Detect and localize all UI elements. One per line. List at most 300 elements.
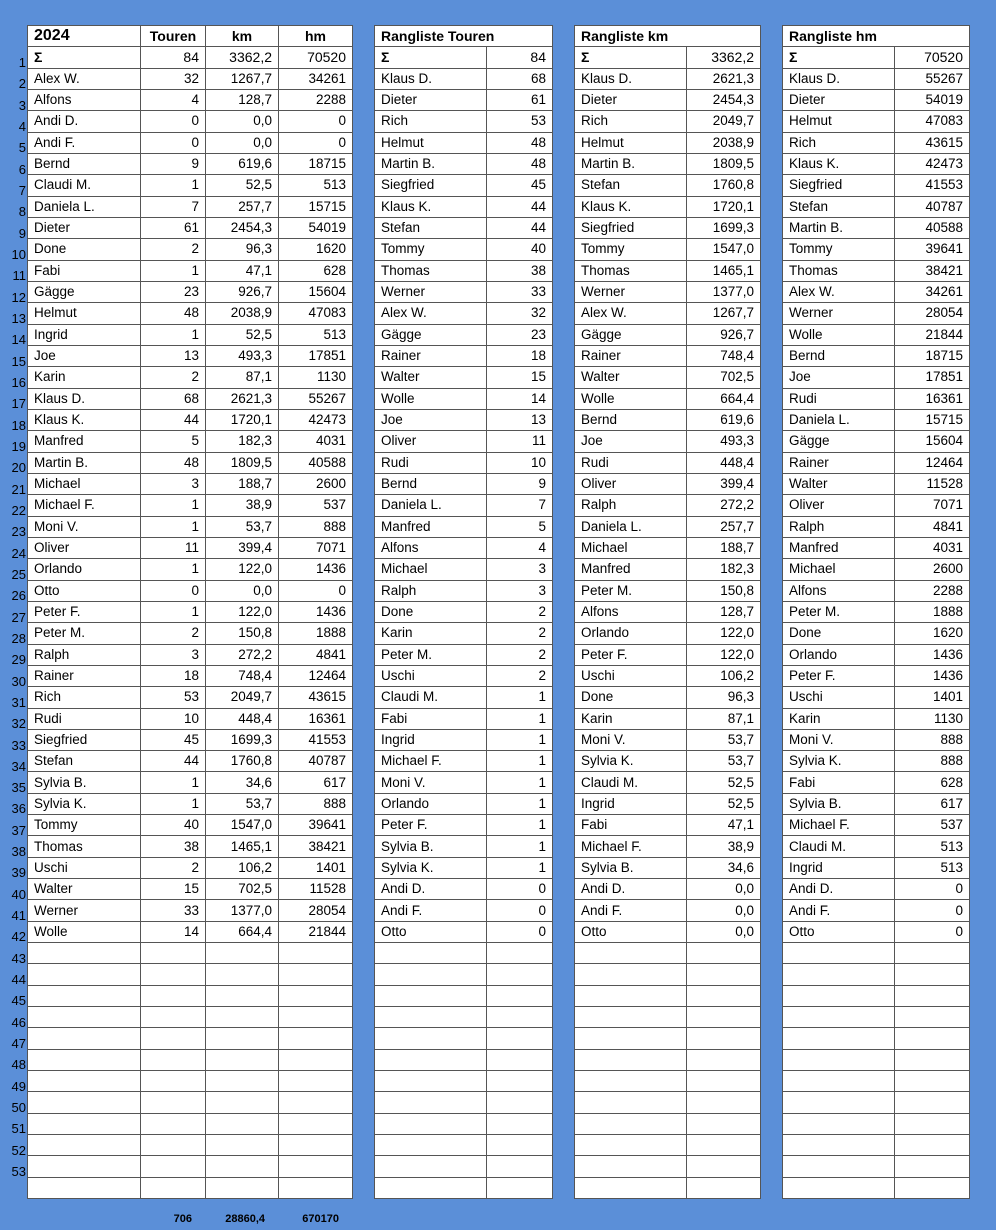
km-cell[interactable]: 34,6 bbox=[206, 772, 279, 793]
ranking-value-cell[interactable]: 1465,1 bbox=[687, 260, 761, 281]
hm-cell[interactable]: 4031 bbox=[279, 431, 353, 452]
ranking-value-cell[interactable]: 888 bbox=[895, 729, 970, 750]
hm-cell[interactable]: 0 bbox=[279, 580, 353, 601]
ranking-name-cell[interactable]: Andi D. bbox=[375, 879, 487, 900]
touren-cell[interactable] bbox=[141, 1049, 206, 1070]
ranking-name-cell[interactable]: Andi D. bbox=[575, 879, 687, 900]
ranking-name-cell[interactable] bbox=[375, 1071, 487, 1092]
name-cell[interactable]: Andi F. bbox=[28, 132, 141, 153]
ranking-name-cell[interactable]: Siegfried bbox=[375, 175, 487, 196]
ranking-value-cell[interactable] bbox=[487, 964, 553, 985]
ranking-name-cell[interactable]: Rainer bbox=[575, 345, 687, 366]
touren-cell[interactable] bbox=[141, 985, 206, 1006]
ranking-name-cell[interactable]: Klaus K. bbox=[783, 153, 895, 174]
hm-cell[interactable]: 2288 bbox=[279, 89, 353, 110]
touren-cell[interactable]: 32 bbox=[141, 68, 206, 89]
km-cell[interactable]: 619,6 bbox=[206, 153, 279, 174]
ranking-name-cell[interactable]: Thomas bbox=[783, 260, 895, 281]
hm-cell[interactable]: 537 bbox=[279, 495, 353, 516]
ranking-name-cell[interactable]: Dieter bbox=[575, 89, 687, 110]
ranking-value-cell[interactable]: 0,0 bbox=[687, 900, 761, 921]
ranking-name-cell[interactable]: Orlando bbox=[783, 644, 895, 665]
hm-cell[interactable]: 43615 bbox=[279, 687, 353, 708]
name-cell[interactable]: Thomas bbox=[28, 836, 141, 857]
ranking-name-cell[interactable]: Wolle bbox=[783, 324, 895, 345]
ranking-value-cell[interactable]: 52,5 bbox=[687, 772, 761, 793]
ranking-name-cell[interactable]: Sylvia K. bbox=[783, 751, 895, 772]
km-cell[interactable]: 182,3 bbox=[206, 431, 279, 452]
ranking-name-cell[interactable] bbox=[375, 1156, 487, 1177]
ranking-value-cell[interactable] bbox=[487, 1177, 553, 1198]
name-cell[interactable] bbox=[28, 1156, 141, 1177]
ranking-name-cell[interactable]: Andi F. bbox=[575, 900, 687, 921]
hm-cell[interactable]: 1401 bbox=[279, 857, 353, 878]
touren-cell[interactable] bbox=[141, 1113, 206, 1134]
name-cell[interactable]: Gägge bbox=[28, 281, 141, 302]
ranking-value-cell[interactable] bbox=[895, 985, 970, 1006]
name-cell[interactable]: Michael F. bbox=[28, 495, 141, 516]
ranking-value-cell[interactable]: 3 bbox=[487, 559, 553, 580]
touren-cell[interactable] bbox=[141, 1177, 206, 1198]
touren-cell[interactable]: 48 bbox=[141, 303, 206, 324]
km-cell[interactable]: 1720,1 bbox=[206, 409, 279, 430]
name-cell[interactable] bbox=[28, 1007, 141, 1028]
ranking-value-cell[interactable]: 12464 bbox=[895, 452, 970, 473]
ranking-value-cell[interactable]: 38,9 bbox=[687, 836, 761, 857]
ranking-value-cell[interactable]: 18 bbox=[487, 345, 553, 366]
ranking-value-cell[interactable]: 11 bbox=[487, 431, 553, 452]
ranking-value-cell[interactable] bbox=[687, 1156, 761, 1177]
ranking-name-cell[interactable] bbox=[575, 964, 687, 985]
ranking-value-cell[interactable] bbox=[687, 1049, 761, 1070]
ranking-name-cell[interactable]: Peter F. bbox=[575, 644, 687, 665]
ranking-name-cell[interactable]: Sylvia K. bbox=[575, 751, 687, 772]
ranking-value-cell[interactable]: 40787 bbox=[895, 196, 970, 217]
km-cell[interactable]: 52,5 bbox=[206, 324, 279, 345]
name-cell[interactable]: Ralph bbox=[28, 644, 141, 665]
touren-cell[interactable]: 9 bbox=[141, 153, 206, 174]
ranking-value-cell[interactable] bbox=[687, 985, 761, 1006]
name-cell[interactable]: Siegfried bbox=[28, 729, 141, 750]
ranking-value-cell[interactable]: 1620 bbox=[895, 623, 970, 644]
name-cell[interactable]: Rudi bbox=[28, 708, 141, 729]
ranking-name-cell[interactable]: Andi F. bbox=[783, 900, 895, 921]
ranking-value-cell[interactable] bbox=[687, 943, 761, 964]
ranking-name-cell[interactable]: Gägge bbox=[783, 431, 895, 452]
ranking-value-cell[interactable]: 748,4 bbox=[687, 345, 761, 366]
name-cell[interactable]: Joe bbox=[28, 345, 141, 366]
ranking-name-cell[interactable] bbox=[575, 1135, 687, 1156]
ranking-value-cell[interactable]: 1436 bbox=[895, 665, 970, 686]
ranking-name-cell[interactable]: Michael bbox=[575, 537, 687, 558]
touren-cell[interactable]: 2 bbox=[141, 857, 206, 878]
ranking-name-cell[interactable]: Werner bbox=[783, 303, 895, 324]
ranking-name-cell[interactable] bbox=[575, 1092, 687, 1113]
name-cell[interactable]: Alfons bbox=[28, 89, 141, 110]
ranking-value-cell[interactable]: 44 bbox=[487, 217, 553, 238]
ranking-name-cell[interactable]: Uschi bbox=[575, 665, 687, 686]
ranking-value-cell[interactable] bbox=[687, 1028, 761, 1049]
touren-cell[interactable]: 7 bbox=[141, 196, 206, 217]
name-cell[interactable] bbox=[28, 1092, 141, 1113]
touren-cell[interactable]: 61 bbox=[141, 217, 206, 238]
header-hm[interactable]: hm bbox=[279, 26, 353, 47]
ranking-name-cell[interactable]: Rainer bbox=[375, 345, 487, 366]
ranking-value-cell[interactable]: 5 bbox=[487, 516, 553, 537]
touren-cell[interactable]: 15 bbox=[141, 879, 206, 900]
ranking-name-cell[interactable]: Oliver bbox=[375, 431, 487, 452]
sum-km[interactable]: 3362,2 bbox=[206, 47, 279, 68]
km-cell[interactable]: 106,2 bbox=[206, 857, 279, 878]
km-cell[interactable]: 128,7 bbox=[206, 89, 279, 110]
ranking-value-cell[interactable]: 1809,5 bbox=[687, 153, 761, 174]
ranking-value-cell[interactable] bbox=[895, 1113, 970, 1134]
name-cell[interactable]: Claudi M. bbox=[28, 175, 141, 196]
rank-hm-title[interactable]: Rangliste hm bbox=[783, 26, 970, 47]
ranking-name-cell[interactable]: Alfons bbox=[575, 601, 687, 622]
touren-cell[interactable]: 1 bbox=[141, 516, 206, 537]
km-cell[interactable] bbox=[206, 943, 279, 964]
touren-cell[interactable]: 5 bbox=[141, 431, 206, 452]
hm-cell[interactable] bbox=[279, 1156, 353, 1177]
sum-symbol[interactable]: Σ bbox=[783, 47, 895, 68]
hm-cell[interactable]: 513 bbox=[279, 175, 353, 196]
touren-cell[interactable]: 44 bbox=[141, 751, 206, 772]
ranking-name-cell[interactable] bbox=[375, 943, 487, 964]
rank-touren-sum[interactable]: 84 bbox=[487, 47, 553, 68]
ranking-value-cell[interactable]: 0 bbox=[487, 921, 553, 942]
ranking-value-cell[interactable]: 33 bbox=[487, 281, 553, 302]
km-cell[interactable]: 1809,5 bbox=[206, 452, 279, 473]
touren-cell[interactable]: 13 bbox=[141, 345, 206, 366]
ranking-value-cell[interactable]: 38421 bbox=[895, 260, 970, 281]
ranking-name-cell[interactable]: Claudi M. bbox=[575, 772, 687, 793]
hm-cell[interactable]: 888 bbox=[279, 793, 353, 814]
ranking-value-cell[interactable]: 4841 bbox=[895, 516, 970, 537]
rank-km-sum[interactable]: 3362,2 bbox=[687, 47, 761, 68]
km-cell[interactable] bbox=[206, 985, 279, 1006]
ranking-name-cell[interactable]: Karin bbox=[575, 708, 687, 729]
ranking-name-cell[interactable] bbox=[783, 1113, 895, 1134]
touren-cell[interactable]: 68 bbox=[141, 388, 206, 409]
km-cell[interactable]: 52,5 bbox=[206, 175, 279, 196]
rank-hm-sum[interactable]: 70520 bbox=[895, 47, 970, 68]
ranking-value-cell[interactable]: 2038,9 bbox=[687, 132, 761, 153]
ranking-value-cell[interactable]: 61 bbox=[487, 89, 553, 110]
hm-cell[interactable]: 38421 bbox=[279, 836, 353, 857]
hm-cell[interactable]: 15715 bbox=[279, 196, 353, 217]
name-cell[interactable] bbox=[28, 943, 141, 964]
ranking-name-cell[interactable]: Ingrid bbox=[783, 857, 895, 878]
ranking-value-cell[interactable]: 106,2 bbox=[687, 665, 761, 686]
ranking-value-cell[interactable]: 122,0 bbox=[687, 644, 761, 665]
ranking-name-cell[interactable] bbox=[575, 1007, 687, 1028]
ranking-name-cell[interactable] bbox=[783, 1135, 895, 1156]
km-cell[interactable]: 122,0 bbox=[206, 559, 279, 580]
ranking-name-cell[interactable] bbox=[575, 1049, 687, 1070]
ranking-value-cell[interactable]: 399,4 bbox=[687, 473, 761, 494]
ranking-value-cell[interactable]: 7 bbox=[487, 495, 553, 516]
ranking-value-cell[interactable]: 42473 bbox=[895, 153, 970, 174]
touren-cell[interactable]: 0 bbox=[141, 580, 206, 601]
ranking-value-cell[interactable] bbox=[487, 1135, 553, 1156]
ranking-value-cell[interactable]: 150,8 bbox=[687, 580, 761, 601]
ranking-value-cell[interactable]: 2288 bbox=[895, 580, 970, 601]
ranking-name-cell[interactable]: Moni V. bbox=[575, 729, 687, 750]
touren-cell[interactable]: 2 bbox=[141, 367, 206, 388]
touren-cell[interactable]: 2 bbox=[141, 623, 206, 644]
name-cell[interactable] bbox=[28, 964, 141, 985]
km-cell[interactable]: 1377,0 bbox=[206, 900, 279, 921]
name-cell[interactable]: Otto bbox=[28, 580, 141, 601]
ranking-name-cell[interactable]: Dieter bbox=[783, 89, 895, 110]
name-cell[interactable]: Peter M. bbox=[28, 623, 141, 644]
ranking-name-cell[interactable]: Claudi M. bbox=[783, 836, 895, 857]
km-cell[interactable]: 748,4 bbox=[206, 665, 279, 686]
ranking-value-cell[interactable]: 96,3 bbox=[687, 687, 761, 708]
ranking-name-cell[interactable]: Rich bbox=[375, 111, 487, 132]
name-cell[interactable] bbox=[28, 985, 141, 1006]
touren-cell[interactable]: 1 bbox=[141, 601, 206, 622]
name-cell[interactable]: Rainer bbox=[28, 665, 141, 686]
ranking-name-cell[interactable]: Alex W. bbox=[575, 303, 687, 324]
name-cell[interactable]: Fabi bbox=[28, 260, 141, 281]
ranking-name-cell[interactable] bbox=[575, 985, 687, 1006]
hm-cell[interactable]: 1888 bbox=[279, 623, 353, 644]
name-cell[interactable]: Sylvia K. bbox=[28, 793, 141, 814]
km-cell[interactable]: 38,9 bbox=[206, 495, 279, 516]
touren-cell[interactable]: 0 bbox=[141, 132, 206, 153]
km-cell[interactable] bbox=[206, 1007, 279, 1028]
ranking-name-cell[interactable]: Manfred bbox=[575, 559, 687, 580]
km-cell[interactable] bbox=[206, 1028, 279, 1049]
hm-cell[interactable] bbox=[279, 1007, 353, 1028]
ranking-name-cell[interactable]: Thomas bbox=[375, 260, 487, 281]
hm-cell[interactable] bbox=[279, 1049, 353, 1070]
hm-cell[interactable] bbox=[279, 964, 353, 985]
touren-cell[interactable] bbox=[141, 1007, 206, 1028]
ranking-name-cell[interactable]: Sylvia B. bbox=[575, 857, 687, 878]
km-cell[interactable] bbox=[206, 964, 279, 985]
ranking-value-cell[interactable]: 54019 bbox=[895, 89, 970, 110]
name-cell[interactable]: Peter F. bbox=[28, 601, 141, 622]
ranking-value-cell[interactable]: 628 bbox=[895, 772, 970, 793]
km-cell[interactable]: 122,0 bbox=[206, 601, 279, 622]
ranking-value-cell[interactable]: 43615 bbox=[895, 132, 970, 153]
ranking-value-cell[interactable]: 1267,7 bbox=[687, 303, 761, 324]
ranking-name-cell[interactable]: Peter M. bbox=[575, 580, 687, 601]
km-cell[interactable]: 2049,7 bbox=[206, 687, 279, 708]
ranking-name-cell[interactable]: Claudi M. bbox=[375, 687, 487, 708]
ranking-value-cell[interactable]: 0 bbox=[895, 900, 970, 921]
ranking-name-cell[interactable] bbox=[783, 943, 895, 964]
ranking-value-cell[interactable]: 10 bbox=[487, 452, 553, 473]
ranking-value-cell[interactable]: 1436 bbox=[895, 644, 970, 665]
ranking-name-cell[interactable]: Bernd bbox=[783, 345, 895, 366]
ranking-value-cell[interactable]: 87,1 bbox=[687, 708, 761, 729]
touren-cell[interactable]: 45 bbox=[141, 729, 206, 750]
ranking-value-cell[interactable]: 39641 bbox=[895, 239, 970, 260]
header-km[interactable]: km bbox=[206, 26, 279, 47]
ranking-name-cell[interactable] bbox=[375, 1135, 487, 1156]
ranking-name-cell[interactable]: Fabi bbox=[375, 708, 487, 729]
name-cell[interactable] bbox=[28, 1049, 141, 1070]
ranking-value-cell[interactable]: 13 bbox=[487, 409, 553, 430]
hm-cell[interactable]: 40588 bbox=[279, 452, 353, 473]
ranking-value-cell[interactable]: 664,4 bbox=[687, 388, 761, 409]
ranking-name-cell[interactable]: Rich bbox=[783, 132, 895, 153]
touren-cell[interactable]: 1 bbox=[141, 260, 206, 281]
ranking-value-cell[interactable]: 0,0 bbox=[687, 879, 761, 900]
ranking-value-cell[interactable]: 2 bbox=[487, 623, 553, 644]
hm-cell[interactable]: 1620 bbox=[279, 239, 353, 260]
ranking-value-cell[interactable] bbox=[895, 1156, 970, 1177]
touren-cell[interactable]: 38 bbox=[141, 836, 206, 857]
ranking-name-cell[interactable]: Moni V. bbox=[375, 772, 487, 793]
ranking-value-cell[interactable]: 0 bbox=[895, 879, 970, 900]
name-cell[interactable]: Martin B. bbox=[28, 452, 141, 473]
ranking-name-cell[interactable]: Walter bbox=[375, 367, 487, 388]
ranking-value-cell[interactable]: 40 bbox=[487, 239, 553, 260]
ranking-value-cell[interactable]: 47,1 bbox=[687, 815, 761, 836]
ranking-name-cell[interactable]: Alfons bbox=[783, 580, 895, 601]
name-cell[interactable] bbox=[28, 1028, 141, 1049]
ranking-value-cell[interactable]: 1377,0 bbox=[687, 281, 761, 302]
ranking-value-cell[interactable] bbox=[687, 1092, 761, 1113]
touren-cell[interactable]: 1 bbox=[141, 175, 206, 196]
hm-cell[interactable]: 1436 bbox=[279, 601, 353, 622]
ranking-value-cell[interactable]: 0 bbox=[895, 921, 970, 942]
ranking-name-cell[interactable]: Bernd bbox=[575, 409, 687, 430]
ranking-name-cell[interactable]: Gägge bbox=[375, 324, 487, 345]
hm-cell[interactable] bbox=[279, 1028, 353, 1049]
hm-cell[interactable]: 617 bbox=[279, 772, 353, 793]
ranking-name-cell[interactable] bbox=[375, 1049, 487, 1070]
name-cell[interactable]: Andi D. bbox=[28, 111, 141, 132]
touren-cell[interactable]: 1 bbox=[141, 495, 206, 516]
ranking-name-cell[interactable]: Klaus D. bbox=[575, 68, 687, 89]
rank-touren-title[interactable]: Rangliste Touren bbox=[375, 26, 553, 47]
ranking-value-cell[interactable]: 47083 bbox=[895, 111, 970, 132]
km-cell[interactable]: 2038,9 bbox=[206, 303, 279, 324]
ranking-name-cell[interactable]: Otto bbox=[783, 921, 895, 942]
touren-cell[interactable]: 23 bbox=[141, 281, 206, 302]
ranking-value-cell[interactable] bbox=[487, 1156, 553, 1177]
ranking-name-cell[interactable]: Bernd bbox=[375, 473, 487, 494]
ranking-value-cell[interactable]: 53,7 bbox=[687, 751, 761, 772]
km-cell[interactable]: 448,4 bbox=[206, 708, 279, 729]
hm-cell[interactable]: 11528 bbox=[279, 879, 353, 900]
km-cell[interactable] bbox=[206, 1113, 279, 1134]
ranking-value-cell[interactable]: 2049,7 bbox=[687, 111, 761, 132]
ranking-value-cell[interactable]: 257,7 bbox=[687, 516, 761, 537]
ranking-value-cell[interactable]: 2 bbox=[487, 644, 553, 665]
touren-cell[interactable]: 18 bbox=[141, 665, 206, 686]
km-cell[interactable]: 493,3 bbox=[206, 345, 279, 366]
hm-cell[interactable]: 17851 bbox=[279, 345, 353, 366]
ranking-name-cell[interactable]: Wolle bbox=[375, 388, 487, 409]
ranking-name-cell[interactable]: Rich bbox=[575, 111, 687, 132]
ranking-value-cell[interactable]: 23 bbox=[487, 324, 553, 345]
ranking-name-cell[interactable]: Tommy bbox=[575, 239, 687, 260]
touren-cell[interactable]: 3 bbox=[141, 644, 206, 665]
ranking-name-cell[interactable] bbox=[375, 1177, 487, 1198]
ranking-name-cell[interactable] bbox=[783, 1049, 895, 1070]
ranking-name-cell[interactable]: Ingrid bbox=[375, 729, 487, 750]
ranking-value-cell[interactable]: 122,0 bbox=[687, 623, 761, 644]
ranking-name-cell[interactable]: Karin bbox=[783, 708, 895, 729]
km-cell[interactable]: 47,1 bbox=[206, 260, 279, 281]
km-cell[interactable]: 87,1 bbox=[206, 367, 279, 388]
ranking-name-cell[interactable]: Karin bbox=[375, 623, 487, 644]
km-cell[interactable]: 2454,3 bbox=[206, 217, 279, 238]
hm-cell[interactable]: 1130 bbox=[279, 367, 353, 388]
ranking-name-cell[interactable]: Otto bbox=[375, 921, 487, 942]
name-cell[interactable] bbox=[28, 1135, 141, 1156]
ranking-name-cell[interactable]: Oliver bbox=[783, 495, 895, 516]
ranking-name-cell[interactable] bbox=[575, 1177, 687, 1198]
km-cell[interactable] bbox=[206, 1156, 279, 1177]
touren-cell[interactable]: 53 bbox=[141, 687, 206, 708]
ranking-name-cell[interactable]: Thomas bbox=[575, 260, 687, 281]
ranking-value-cell[interactable]: 44 bbox=[487, 196, 553, 217]
ranking-name-cell[interactable]: Daniela L. bbox=[783, 409, 895, 430]
ranking-value-cell[interactable] bbox=[487, 985, 553, 1006]
name-cell[interactable]: Karin bbox=[28, 367, 141, 388]
touren-cell[interactable]: 2 bbox=[141, 239, 206, 260]
ranking-value-cell[interactable]: 0,0 bbox=[687, 921, 761, 942]
ranking-name-cell[interactable]: Joe bbox=[575, 431, 687, 452]
ranking-name-cell[interactable] bbox=[783, 1028, 895, 1049]
ranking-value-cell[interactable]: 55267 bbox=[895, 68, 970, 89]
ranking-value-cell[interactable]: 926,7 bbox=[687, 324, 761, 345]
km-cell[interactable] bbox=[206, 1092, 279, 1113]
ranking-name-cell[interactable]: Michael F. bbox=[375, 751, 487, 772]
km-cell[interactable]: 664,4 bbox=[206, 921, 279, 942]
ranking-value-cell[interactable]: 619,6 bbox=[687, 409, 761, 430]
ranking-name-cell[interactable]: Uschi bbox=[783, 687, 895, 708]
ranking-value-cell[interactable]: 1760,8 bbox=[687, 175, 761, 196]
name-cell[interactable]: Manfred bbox=[28, 431, 141, 452]
touren-cell[interactable] bbox=[141, 1156, 206, 1177]
ranking-value-cell[interactable]: 40588 bbox=[895, 217, 970, 238]
touren-cell[interactable]: 40 bbox=[141, 815, 206, 836]
km-cell[interactable]: 399,4 bbox=[206, 537, 279, 558]
ranking-name-cell[interactable] bbox=[783, 1156, 895, 1177]
ranking-value-cell[interactable]: 32 bbox=[487, 303, 553, 324]
hm-cell[interactable]: 42473 bbox=[279, 409, 353, 430]
ranking-value-cell[interactable]: 448,4 bbox=[687, 452, 761, 473]
ranking-value-cell[interactable]: 3 bbox=[487, 580, 553, 601]
hm-cell[interactable]: 47083 bbox=[279, 303, 353, 324]
ranking-value-cell[interactable]: 1720,1 bbox=[687, 196, 761, 217]
ranking-value-cell[interactable] bbox=[487, 1007, 553, 1028]
ranking-value-cell[interactable]: 1547,0 bbox=[687, 239, 761, 260]
ranking-value-cell[interactable]: 2454,3 bbox=[687, 89, 761, 110]
ranking-value-cell[interactable]: 11528 bbox=[895, 473, 970, 494]
ranking-name-cell[interactable]: Fabi bbox=[783, 772, 895, 793]
km-cell[interactable]: 1267,7 bbox=[206, 68, 279, 89]
ranking-name-cell[interactable]: Stefan bbox=[375, 217, 487, 238]
hm-cell[interactable]: 16361 bbox=[279, 708, 353, 729]
ranking-name-cell[interactable]: Ralph bbox=[783, 516, 895, 537]
touren-cell[interactable]: 48 bbox=[141, 452, 206, 473]
year-cell[interactable]: 2024 bbox=[28, 26, 141, 47]
ranking-value-cell[interactable]: 182,3 bbox=[687, 559, 761, 580]
ranking-value-cell[interactable]: 21844 bbox=[895, 324, 970, 345]
name-cell[interactable]: Moni V. bbox=[28, 516, 141, 537]
ranking-value-cell[interactable] bbox=[487, 1071, 553, 1092]
